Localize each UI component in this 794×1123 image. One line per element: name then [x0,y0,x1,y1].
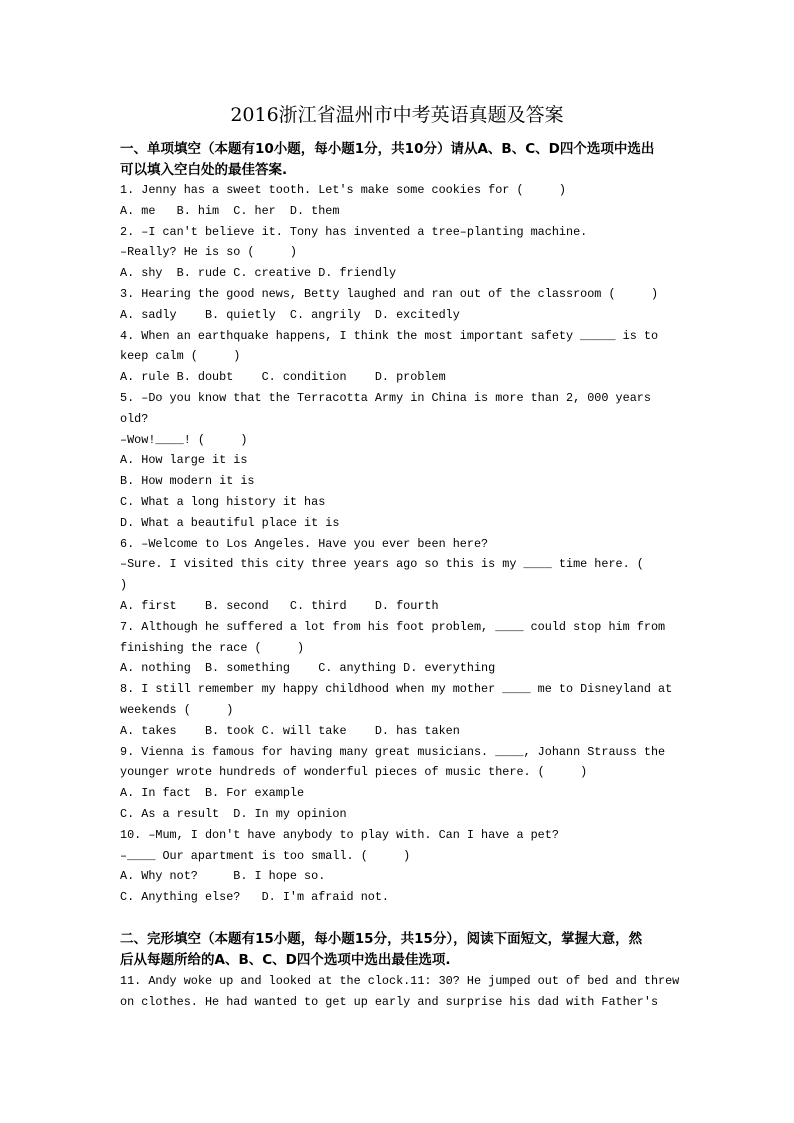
question-line: keep calm ( ) [120,349,241,364]
question-line: A. shy B. rude C. creative D. friendly [120,266,397,281]
question-line: weekends ( ) [120,703,234,717]
question-line: 5. –Do you know that the Terracotta Army in China is more than 2, 000 years [120,391,651,405]
passage-line: on clothes. He had wanted to get up early and surprise his dad with Father's [120,994,659,1009]
question-line: ) [120,578,128,593]
question-line: 8. I still remember my happy childhood when my mother ____ me to Disneyland at [120,682,673,697]
question-line: 3. Hearing the good news, Betty laughed and ran out of the classroom ( ) [120,287,659,301]
question-line: 4. When an earthquake happens, I think the most important safety _____ is to [120,328,659,343]
question-line: A. How large it is [120,453,248,468]
section-heading: 可以填入空白处的最佳答案. [120,161,288,178]
question-line: C. Anything else? D. I'm afraid not. [120,890,390,905]
section-heading: 二、完形填空（本题有15小题，每小题15分，共15分），阅读下面短文，掌握大意，然 [120,931,643,947]
question-line: old? [120,411,149,426]
question-line: D. What a beautiful place it is [120,515,340,530]
question-line: C. What a long history it has [120,495,326,509]
question-line: A. nothing B. something C. anything D. everything [120,661,496,676]
question-line: A. me B. him C. her D. them [120,203,340,218]
question-line: A. first B. second C. third D. fourth [120,599,439,613]
passage-line: 11. Andy woke up and looked at the clock.11: 30? He jumped out of bed and threw [120,974,680,988]
question-line: younger wrote hundreds of wonderful pieces of music there. ( ) [120,765,588,780]
question-line: C. As a result D. In my opinion [120,807,347,821]
question-line: A. Why not? B. I hope so. [120,869,326,884]
question-line: 6. –Welcome to Los Angeles. Have you ever been here? [120,536,489,551]
question-line: 10. –Mum, I don't have anybody to play with. Can I have a pet? [120,827,559,842]
question-line: 1. Jenny has a sweet tooth. Let's make some cookies for ( ) [120,183,566,197]
question-line: –Sure. I visited this city three years ago so this is my ____ time here. ( [120,557,644,572]
question-line: –____ Our apartment is too small. ( ) [120,848,411,863]
question-line: finishing the race ( ) [120,640,305,655]
question-line: –Wow!____! ( ) [120,432,248,447]
section-heading: 后从每题所给的A、B、C、D四个选项中选出最佳选项. [120,951,451,968]
section-heading: 一、单项填空（本题有10小题，每小题1分，共10分）请从A、B、C、D四个选项中选出 [120,141,655,157]
question-line: –Really? He is so ( ) [120,245,297,260]
question-line: B. How modern it is [120,474,255,489]
question-line: A. rule B. doubt C. condition D. problem [120,370,446,385]
question-line: 9. Vienna is famous for having many great musicians. ____, Johann Strauss the [120,744,666,759]
question-line: 7. Although he suffered a lot from his foot problem, ____ could stop him from [120,619,666,634]
question-line: 2. –I can't believe it. Tony has invented a tree–planting machine. [120,224,588,239]
question-line: A. takes B. took C. will take D. has taken [120,723,460,738]
document-title: 2016浙江省温州市中考英语真题及答案 [230,104,564,126]
question-line: A. sadly B. quietly C. angrily D. excitedly [120,307,460,322]
question-line: A. In fact B. For example [120,786,305,801]
